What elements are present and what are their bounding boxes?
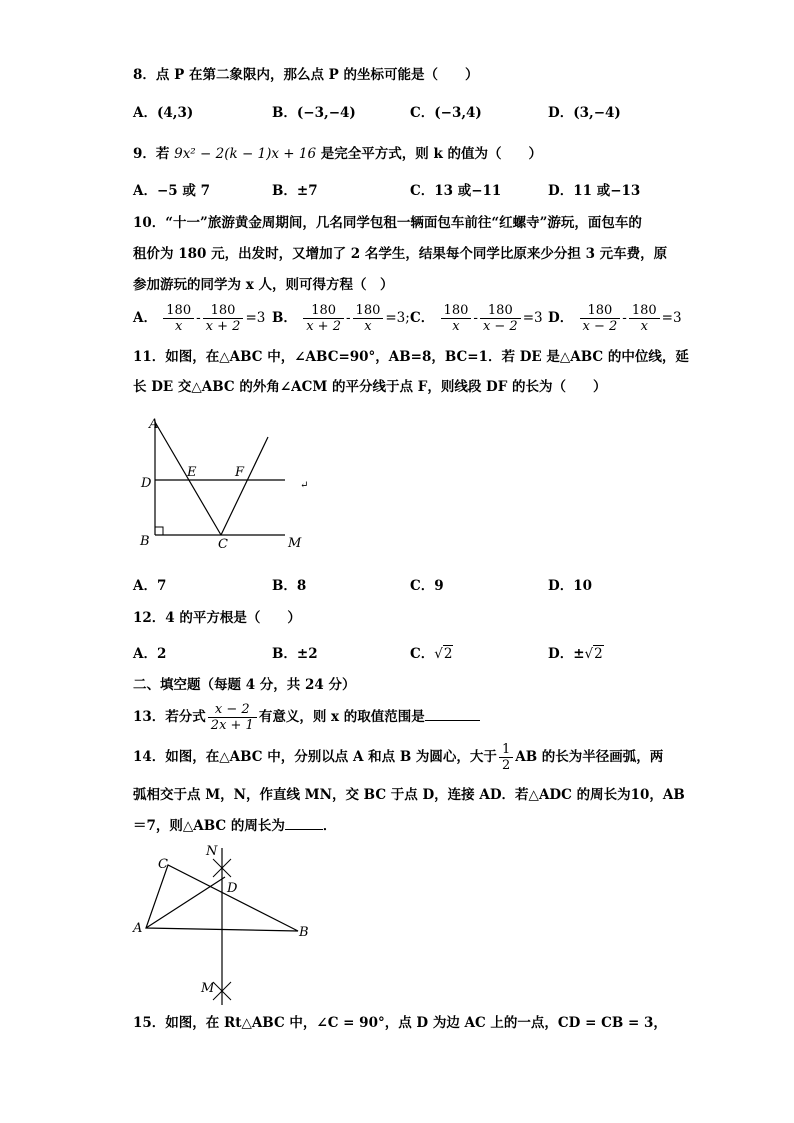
q9-stem-pre: 9．若 bbox=[133, 146, 170, 162]
q10-option-b: B． $\frac{180}{x + 2}$ - $\frac{180}{x}$ =3; bbox=[272, 303, 410, 334]
fraction: $\frac{1}{2}$ bbox=[499, 742, 513, 773]
q12-option-c: C．√2 bbox=[410, 646, 453, 662]
section-title: 二、填空题（每题 4 分，共 24 分） bbox=[133, 677, 356, 693]
q12-option-b: B．±2 bbox=[272, 646, 318, 662]
q15-line-1: 15．如图，在 Rt△ABC 中，∠C = 90°，点 D 为边 AC 上的一点，CD = CB = 3， bbox=[133, 1015, 667, 1031]
q8-option-d: D．(3,−4) bbox=[548, 105, 621, 121]
q11-option-c: C．9 bbox=[410, 578, 444, 594]
q12-option-a: A．2 bbox=[133, 646, 167, 662]
label-C: C bbox=[158, 857, 168, 872]
q14-line-1: 14．如图，在△ABC 中，分别以点 A 和点 B 为圆心，大于 $\frac{1}{2}$ AB 的长为半径画弧，两 bbox=[133, 742, 664, 773]
label-A: A bbox=[149, 417, 159, 432]
label-M: M bbox=[201, 981, 215, 996]
q8-stem: 8．点 P 在第二象限内，那么点 P 的坐标可能是（ ） bbox=[133, 67, 479, 83]
q14-line-3: ＝7，则△ABC 的周长为 ． bbox=[133, 818, 337, 834]
fraction: $\frac{180}{x - 2}$ bbox=[580, 303, 621, 334]
q8-option-b: B．(−3,−4) bbox=[272, 105, 356, 121]
q10-line-3: 参加游玩的同学为 x 人，则可得方程（ ） bbox=[133, 277, 394, 293]
fraction: $\frac{180}{x + 2}$ bbox=[303, 303, 344, 334]
label-D: D bbox=[141, 476, 152, 491]
fraction: $\frac{180}{x}$ bbox=[163, 303, 194, 334]
q9-option-c: C．13 或−11 bbox=[410, 183, 502, 199]
q14-line-2: 弧相交于点 M，N，作直线 MN，交 BC 于点 D，连接 AD．若△ADC 的周长为10，AB bbox=[133, 787, 685, 803]
label-M: M bbox=[288, 536, 302, 551]
q11-line-1: 11．如图，在△ABC 中，∠ABC=90°，AB=8，BC=1．若 DE 是△ABC 的中位线，延 bbox=[133, 349, 689, 365]
q9-expression: 9x² − 2(k − 1)x + 16 bbox=[174, 146, 317, 162]
q9-option-b: B．±7 bbox=[272, 183, 318, 199]
q8-option-c: C．(−3,4) bbox=[410, 105, 482, 121]
q8-option-a: A．(4,3) bbox=[133, 105, 194, 121]
q10-option-c: C． $\frac{180}{x}$ - $\frac{180}{x - 2}$ =3 bbox=[410, 303, 543, 334]
q9-stem bbox=[133, 145, 542, 163]
return-mark: ↵ bbox=[300, 480, 309, 491]
q9-stem-post: 是完全平方式，则 k 的值为（ ） bbox=[320, 146, 543, 162]
q12-option-d: D．±√2 bbox=[548, 646, 603, 662]
q14-figure bbox=[130, 840, 320, 1010]
fraction: $\frac{180}{x}$ bbox=[441, 303, 472, 334]
fraction: $\frac{180}{x}$ bbox=[629, 303, 660, 334]
q10-option-d: D． $\frac{180}{x - 2}$ - $\frac{180}{x}$ =3 bbox=[548, 303, 682, 334]
label-C: C bbox=[218, 537, 228, 552]
label-D: D bbox=[227, 881, 238, 896]
answer-blank[interactable] bbox=[285, 829, 323, 830]
label-E: E bbox=[187, 465, 197, 480]
q9-option-a: A．−5 或 7 bbox=[133, 183, 210, 199]
q10-line-1: 10．“十一”旅游黄金周期间，几名同学包租一辆面包车前往“红螺寺”游玩，面包车的 bbox=[133, 215, 642, 231]
q11-figure bbox=[133, 412, 313, 552]
q9-option-d: D．11 或−13 bbox=[548, 183, 641, 199]
label-N: N bbox=[206, 844, 218, 859]
label-F: F bbox=[235, 465, 245, 480]
fraction: $\frac{180}{x + 2}$ bbox=[203, 303, 244, 334]
fraction: $\frac{x - 2}{2x + 1}$ bbox=[208, 702, 257, 733]
q12-stem: 12．4 的平方根是（ ） bbox=[133, 610, 301, 626]
label-B: B bbox=[299, 925, 309, 940]
answer-blank[interactable] bbox=[425, 720, 480, 721]
q10-line-2: 租价为 180 元，出发时，又增加了 2 名学生，结果每个同学比原来少分担 3 元车费，原 bbox=[133, 246, 668, 262]
fraction: $\frac{180}{x}$ bbox=[353, 303, 384, 334]
fraction: $\frac{180}{x - 2}$ bbox=[480, 303, 521, 334]
label-A: A bbox=[133, 921, 143, 936]
label-B: B bbox=[140, 534, 150, 549]
q10-option-a: A． $\frac{180}{x}$ - $\frac{180}{x + 2}$ =3 bbox=[133, 303, 266, 334]
q11-option-d: D．10 bbox=[548, 578, 592, 594]
q11-option-a: A．7 bbox=[133, 578, 167, 594]
q11-line-2: 长 DE 交△ABC 的外角∠ACM 的平分线于点 F，则线段 DF 的长为（ ） bbox=[133, 379, 607, 395]
q13-stem: 13．若分式 $\frac{x - 2}{2x + 1}$ 有意义，则 x 的取值范围是 bbox=[133, 700, 480, 734]
q11-option-b: B．8 bbox=[272, 578, 307, 594]
